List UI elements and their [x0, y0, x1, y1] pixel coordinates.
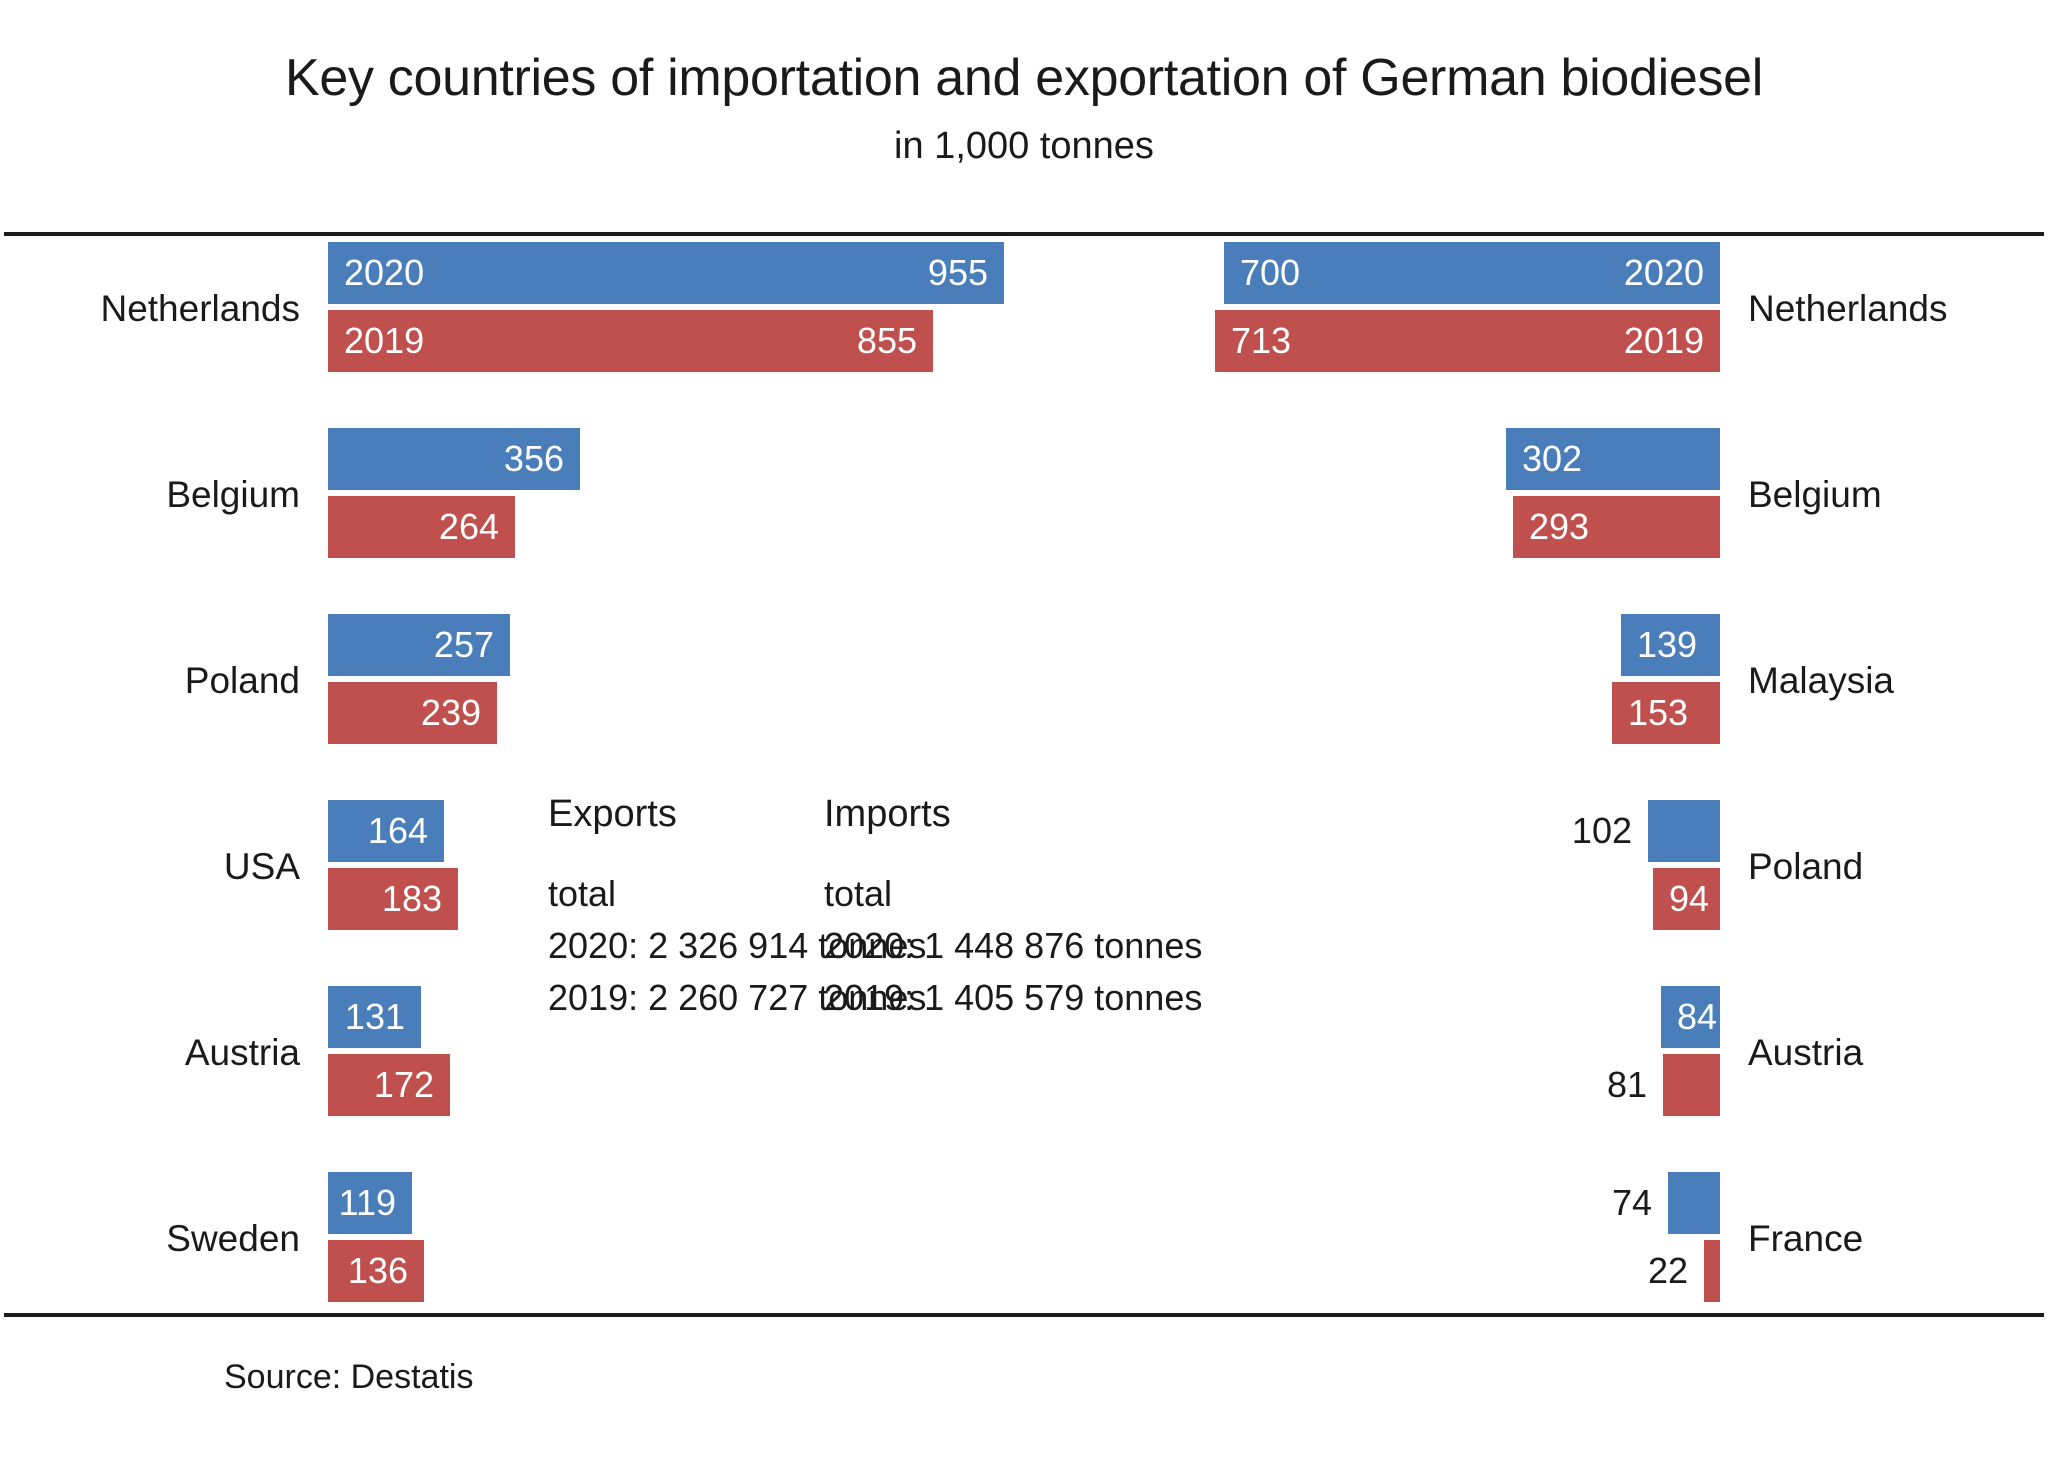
bar-row [328, 868, 458, 930]
bar-value-2020: 119 [338, 1182, 396, 1223]
bar-2020[interactable] [328, 1172, 412, 1234]
bar-row [1224, 242, 1720, 304]
bar-value-2020: 356 [503, 438, 564, 479]
bar-value-2020: 955 [927, 252, 988, 293]
series-label-2020: 2020 [1623, 252, 1704, 293]
exports-legend-heading: Exports [548, 793, 677, 835]
bar-row [1611, 1172, 1720, 1234]
bar-2020[interactable] [1661, 986, 1720, 1048]
exports-category-label: Sweden [166, 1218, 300, 1259]
bar-value-2019: 136 [347, 1250, 408, 1291]
exports-total-2019: 2019: 2 260 727 tonnes [548, 977, 927, 1019]
bar-value-2020: 84 [1677, 996, 1718, 1037]
bar-row [328, 682, 497, 744]
exports-total-label: total [548, 873, 617, 915]
imports-category-label: Belgium [1748, 474, 1882, 515]
bar-2019[interactable] [1653, 868, 1720, 930]
bar-value-2019: 153 [1628, 692, 1689, 733]
bar-2019[interactable] [328, 496, 515, 558]
bar-row [1513, 496, 1720, 558]
bar-2019[interactable] [328, 310, 933, 372]
exports-category-label: Netherlands [100, 288, 300, 329]
bar-row [328, 1054, 450, 1116]
bar-value-2020: 302 [1522, 438, 1583, 479]
bar-value-2019: 293 [1529, 506, 1590, 547]
bar-2020[interactable] [1506, 428, 1720, 490]
bar-2019[interactable] [1647, 1240, 1720, 1302]
source-note: Source: Destatis [224, 1358, 474, 1396]
imports-category-label: Malaysia [1748, 660, 1894, 701]
bar-row [1606, 1054, 1720, 1116]
imports-legend-heading: Imports [824, 793, 951, 835]
bar-value-2019: 713 [1231, 320, 1292, 361]
bar-row [328, 800, 444, 862]
series-label-2019: 2019 [1623, 320, 1704, 361]
bar-2019[interactable] [328, 682, 497, 744]
bar-2020[interactable] [328, 986, 421, 1048]
bar-value-2020: 700 [1240, 252, 1301, 293]
bar-value-2020: 257 [433, 624, 494, 665]
bar-2020[interactable] [328, 614, 510, 676]
series-label-2019: 2019 [344, 320, 425, 361]
imports-total-label: total [824, 873, 893, 915]
bar-2019[interactable] [1513, 496, 1720, 558]
bar-2020[interactable] [328, 242, 1004, 304]
bar-2019[interactable] [328, 868, 458, 930]
series-label-2020: 2020 [344, 252, 425, 293]
imports-total-2020: 2020: 1 448 876 tonnes [824, 925, 1203, 967]
exports-category-label: Belgium [166, 474, 300, 515]
bar-row [328, 496, 515, 558]
bar-value-2020: 131 [344, 996, 405, 1037]
exports-category-label: Poland [184, 660, 300, 701]
bar-2019[interactable] [1606, 1054, 1720, 1116]
bar-row [1661, 986, 1720, 1048]
bar-row [1647, 1240, 1720, 1302]
bar-2019[interactable] [328, 1240, 424, 1302]
bar-2020[interactable] [1611, 1172, 1720, 1234]
bar-2020[interactable] [1621, 614, 1720, 676]
bar-2019[interactable] [1612, 682, 1720, 744]
imports-category-label: France [1748, 1218, 1864, 1259]
bar-row [328, 310, 933, 372]
exports-panel [0, 232, 1024, 1313]
bar-row [328, 242, 1004, 304]
bar-value-2020: 139 [1637, 624, 1698, 665]
bar-row [1506, 428, 1720, 490]
imports-legend [824, 787, 1202, 1025]
imports-category-label: Poland [1748, 846, 1864, 887]
bar-2019[interactable] [328, 1054, 450, 1116]
bar-value-2019: 264 [438, 506, 499, 547]
bar-row [1571, 800, 1720, 862]
page-title: Key countries of importation and exportation of German biodiesel [284, 49, 1764, 107]
imports-category-label: Netherlands [1748, 288, 1948, 329]
bar-value-2019: 239 [420, 692, 481, 733]
bar-2020[interactable] [1224, 242, 1720, 304]
bar-row [1621, 614, 1720, 676]
bar-2020[interactable] [328, 428, 580, 490]
bottom-divider [4, 1313, 2044, 1317]
imports-category-label: Austria [1748, 1032, 1864, 1073]
bar-value-2020: 74 [1611, 1182, 1652, 1223]
chart-subtitle: in 1,000 tonnes [894, 125, 1154, 167]
bar-value-2020: 164 [367, 810, 428, 851]
bar-value-2019: 22 [1647, 1250, 1688, 1291]
bar-value-2019: 855 [856, 320, 917, 361]
bar-2019[interactable] [1215, 310, 1720, 372]
bar-row [1215, 310, 1720, 372]
exports-category-label: USA [223, 846, 300, 887]
bar-2020[interactable] [1571, 800, 1720, 862]
bar-value-2019: 172 [373, 1064, 434, 1105]
bar-value-2019: 81 [1606, 1064, 1647, 1105]
bar-2020[interactable] [328, 800, 444, 862]
bar-row [328, 986, 421, 1048]
bar-value-2019: 94 [1669, 878, 1710, 919]
bar-row [328, 614, 510, 676]
exports-total-2020: 2020: 2 326 914 tonnes [548, 925, 927, 967]
bar-value-2020: 102 [1571, 810, 1632, 851]
bar-row [328, 1240, 424, 1302]
bar-row [1653, 868, 1720, 930]
bar-row [328, 1172, 412, 1234]
bar-row [328, 428, 580, 490]
bar-value-2019: 183 [381, 878, 442, 919]
bar-row [1612, 682, 1720, 744]
exports-category-label: Austria [184, 1032, 300, 1073]
imports-total-2019: 2019: 1 405 579 tonnes [824, 977, 1203, 1019]
